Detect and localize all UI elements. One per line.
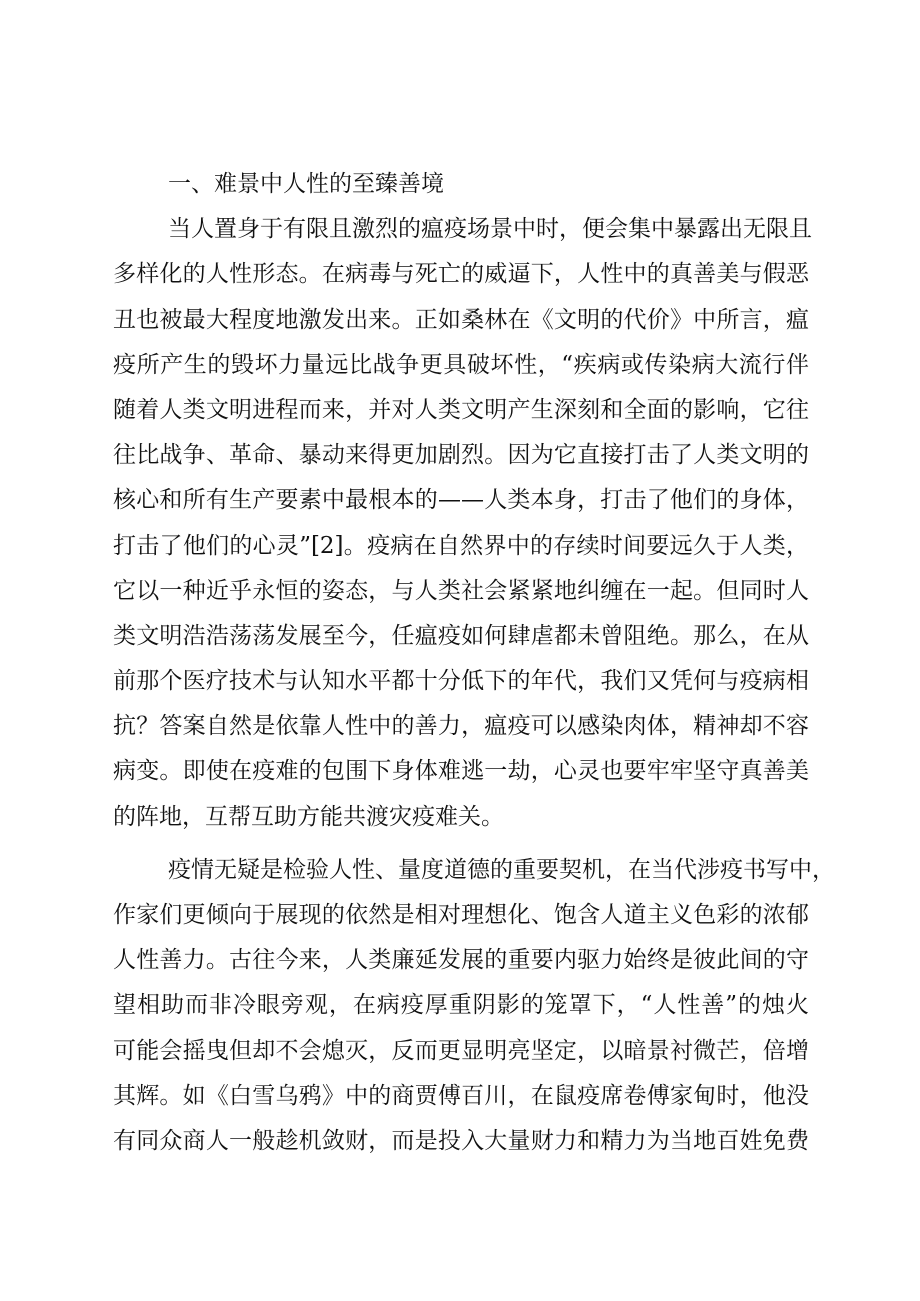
paragraph-2 [113, 848, 835, 1164]
document-body [113, 162, 835, 1164]
paragraph-line: 病变。即使在疫难的包围下身体难逃一劫，心灵也要牢牢坚守真善美 [113, 758, 809, 785]
paragraph-line: 往比战争、革命、暴动来得更加剧烈。因为它直接打击了人类文明的 [113, 442, 809, 469]
paragraph-spacer [113, 840, 809, 848]
paragraph-line: 疫情无疑是检验人性、量度道德的重要契机，在当代涉疫书写中， [168, 856, 835, 883]
paragraph-line: 作家们更倾向于展现的依然是相对理想化、饱含人道主义色彩的浓郁 [113, 902, 809, 928]
paragraph-line: 丑也被最大程度地激发出来。正如桑林在《文明的代价》中所言，瘟 [113, 306, 809, 333]
paragraph-line: 疫所产生的毁坏力量远比战争更具破坏性，“疾病或传染病大流行伴 [113, 351, 809, 378]
paragraph-line: 打击了他们的心灵”[2]。疫病在自然界中的存续时间要远久于人类， [113, 532, 809, 559]
paragraph-line: 人性善力。古往今来，人类廉延发展的重要内驱力始终是彼此间的守 [113, 947, 809, 974]
paragraph-line: 类文明浩浩荡荡发展至今，任瘟疫如何肆虐都未曾阻绝。那么，在从 [113, 622, 809, 649]
paragraph-line: 可能会摇曳但却不会熄灭，反而更显明亮坚定，以暗景衬微芒，倍增 [113, 1037, 809, 1064]
paragraph-line: 前那个医疗技术与认知水平都十分低下的年代，我们又凭何与疫病相 [113, 668, 809, 695]
paragraph-line: 望相助而非冷眼旁观，在病疫厚重阴影的笼罩下，“人性善”的烛火 [113, 992, 809, 1019]
paragraph-line: 抗？答案自然是依靠人性中的善力，瘟疫可以感染肉体，精神却不容 [113, 713, 809, 740]
paragraph-line: 的阵地，互帮互助方能共渡灾疫难关。 [113, 803, 504, 830]
paragraph-line: 核心和所有生产要素中最根本的——人类本身，打击了他们的身体， [113, 487, 809, 514]
paragraph-line: 多样化的人性形态。在病毒与死亡的威逼下，人性中的真善美与假恶 [113, 261, 809, 288]
paragraph-line: 当人置身于有限且激烈的瘟疫场景中时，便会集中暴露出无限且 [168, 216, 812, 243]
paragraph-line: 有同众商人一般趁机敛财，而是投入大量财力和精力为当地百姓免费 [113, 1127, 809, 1154]
paragraph-line: 随着人类文明进程而来，并对人类文明产生深刻和全面的影响，它往 [113, 396, 809, 423]
paragraph-line: 它以一种近乎永恒的姿态，与人类社会紧紧地纠缠在一起。但同时人 [113, 577, 809, 604]
paragraph-line: 其辉。如《白雪乌鸦》中的商贾傅百川，在鼠疫席卷傅家甸时，他没 [113, 1082, 809, 1109]
paragraph-1 [113, 207, 812, 840]
section-heading: 一、难景中人性的至臻善境 [168, 171, 444, 197]
